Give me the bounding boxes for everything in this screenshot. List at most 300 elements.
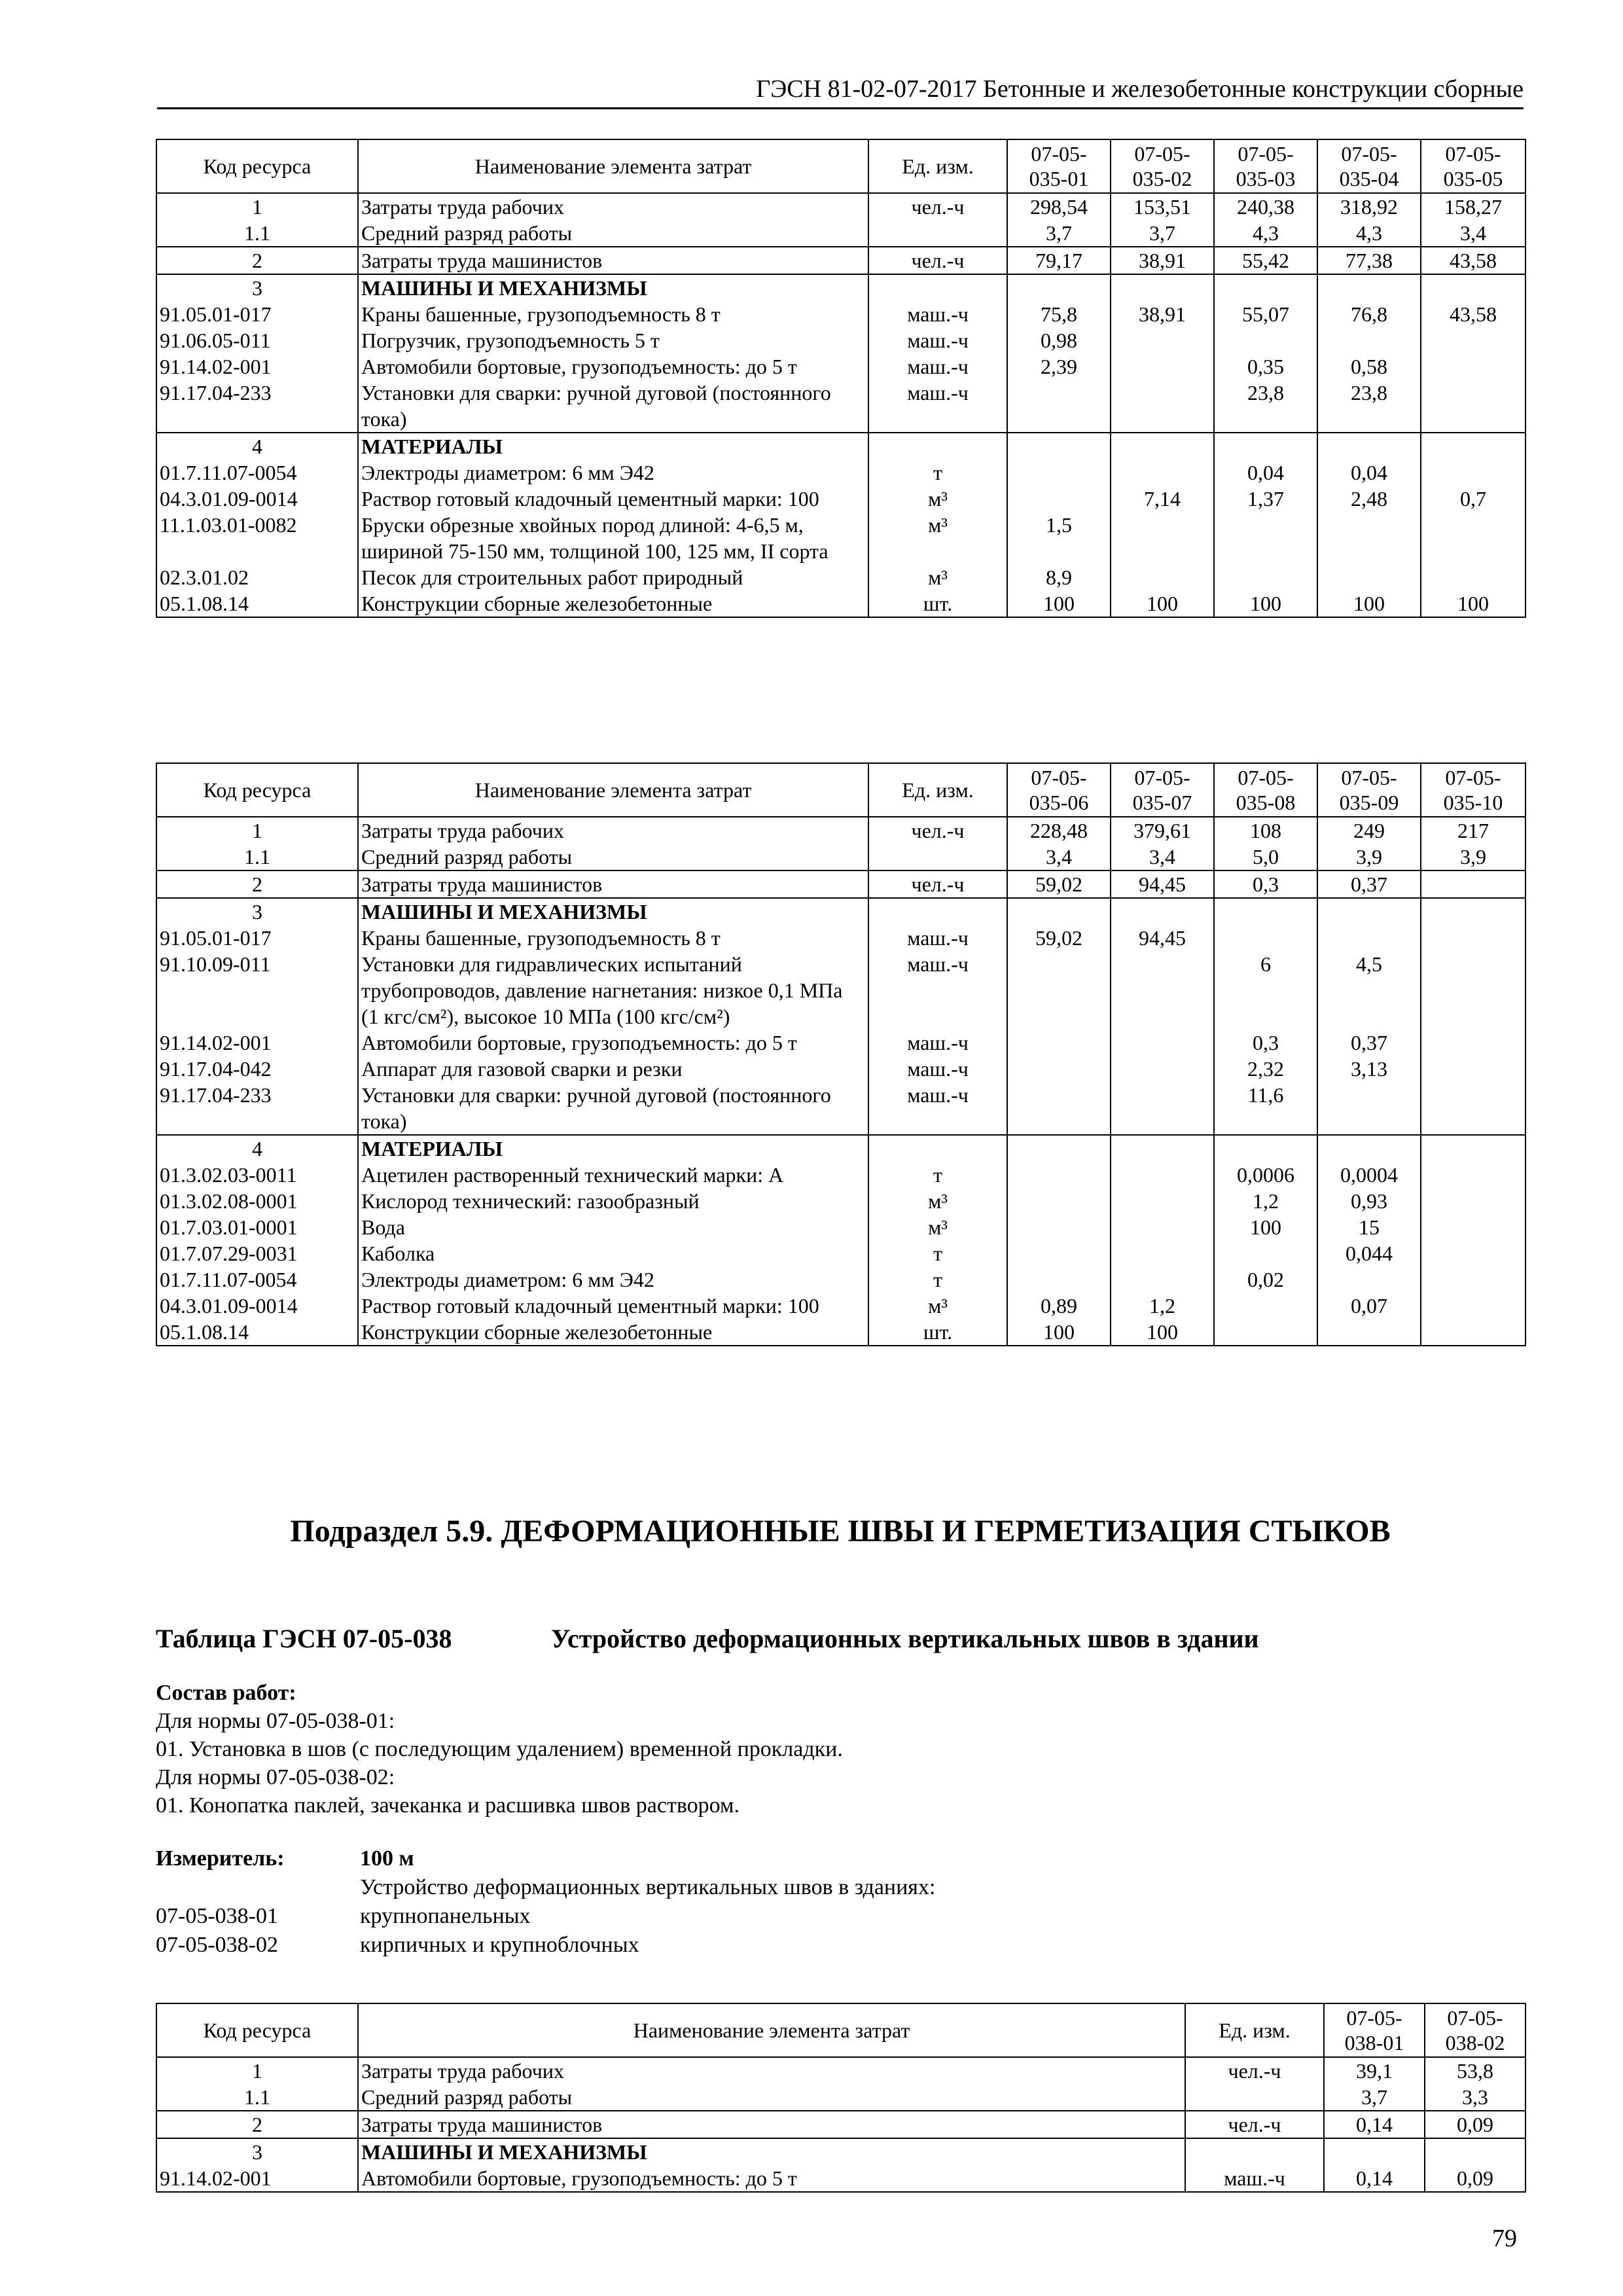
value-cell — [1111, 380, 1214, 433]
unit-cell: м³ — [868, 1293, 1007, 1319]
value-cell: 59,02 — [1007, 870, 1111, 898]
resource-code: 05.1.08.14 — [156, 1319, 358, 1346]
table-row — [156, 1266, 1525, 1293]
value-cell — [1007, 433, 1111, 459]
value-cell: 100 — [1007, 590, 1111, 617]
unit-cell: м³ — [868, 564, 1007, 590]
value-cell — [1111, 433, 1214, 459]
value-cell — [1111, 1056, 1214, 1082]
value-cell — [1007, 1030, 1111, 1056]
value-cell: 3,4 — [1007, 844, 1111, 870]
cost-element-name: Затраты труда машинистов — [358, 870, 868, 898]
value-cell — [1421, 1056, 1525, 1082]
unit-cell: шт. — [868, 1319, 1007, 1346]
value-cell: 240,38 — [1214, 193, 1317, 220]
value-cell — [1007, 380, 1111, 433]
value-cell — [1425, 2138, 1525, 2165]
cost-element-name: Погрузчик, грузоподъемность 5 т — [358, 327, 868, 353]
table-row — [156, 2084, 1525, 2111]
value-cell — [1007, 898, 1111, 925]
value-cell: 0,04 — [1317, 459, 1421, 486]
value-cell: 2,48 — [1317, 486, 1421, 512]
value-cell — [1421, 512, 1525, 564]
column-header: 07-05- 035-09 — [1317, 763, 1421, 817]
unit-cell: т — [868, 459, 1007, 486]
value-cell — [1317, 433, 1421, 459]
unit-cell: т — [868, 1266, 1007, 1293]
unit-cell: маш.-ч — [868, 301, 1007, 327]
table-row — [156, 1162, 1525, 1188]
cost-element-name: Краны башенные, грузоподъемность 8 т — [358, 925, 868, 951]
value-cell: 2,39 — [1007, 353, 1111, 380]
column-header: 07-05- 035-01 — [1007, 139, 1111, 193]
unit-cell: шт. — [868, 590, 1007, 617]
unit-cell: маш.-ч — [868, 951, 1007, 1030]
value-cell: 11,6 — [1214, 1082, 1317, 1135]
resource-code: 91.05.01-017 — [156, 925, 358, 951]
value-cell — [1007, 1240, 1111, 1266]
value-cell: 94,45 — [1111, 870, 1214, 898]
cost-element-name: Автомобили бортовые, грузоподъемность: до 5 т — [358, 2165, 1185, 2192]
resource-code: 91.14.02-001 — [156, 353, 358, 380]
value-cell: 379,61 — [1111, 817, 1214, 844]
value-cell: 3,4 — [1421, 220, 1525, 247]
value-cell: 77,38 — [1317, 247, 1421, 274]
value-cell — [1317, 925, 1421, 951]
value-cell: 3,3 — [1425, 2084, 1525, 2111]
table-title — [156, 1622, 1259, 1656]
value-cell — [1421, 1293, 1525, 1319]
value-cell — [1111, 1240, 1214, 1266]
value-cell — [1214, 1319, 1317, 1346]
cost-element-name: Электроды диаметром: 6 мм Э42 — [358, 459, 868, 486]
unit-cell — [868, 844, 1007, 870]
column-header: Наименование элемента затрат — [358, 763, 868, 817]
value-cell: 6 — [1214, 951, 1317, 1030]
table-row — [156, 459, 1525, 486]
works-line: Для нормы 07-05-038-01: — [156, 1709, 395, 1733]
resource-code: 91.17.04-233 — [156, 1082, 358, 1135]
value-cell: 3,7 — [1324, 2084, 1425, 2111]
value-cell — [1421, 870, 1525, 898]
value-cell — [1007, 1082, 1111, 1135]
unit-cell — [1185, 2084, 1324, 2111]
cost-element-name: Электроды диаметром: 6 мм Э42 — [358, 1266, 868, 1293]
unit-cell: т — [868, 1240, 1007, 1266]
value-cell: 249 — [1317, 817, 1421, 844]
value-cell — [1111, 898, 1214, 925]
value-cell: 3,7 — [1007, 220, 1111, 247]
measure-item-code: 07-05-038-01 — [156, 1904, 278, 1928]
value-cell — [1421, 925, 1525, 951]
table-row — [156, 1082, 1525, 1135]
value-cell: 5,0 — [1214, 844, 1317, 870]
value-cell: 53,8 — [1425, 2057, 1525, 2084]
works-line: 01. Конопатка паклей, зачеканка и расшивка швов раствором. — [156, 1793, 740, 1818]
cost-element-name: Раствор готовый кладочный цементный марки: 100 — [358, 486, 868, 512]
value-cell: 217 — [1421, 817, 1525, 844]
unit-cell: м³ — [868, 1188, 1007, 1214]
value-cell — [1317, 1266, 1421, 1293]
value-cell — [1421, 1240, 1525, 1266]
cost-element-name: Конструкции сборные железобетонные — [358, 1319, 868, 1346]
cost-element-name: Конструкции сборные железобетонные — [358, 590, 868, 617]
resource-code: 91.17.04-233 — [156, 380, 358, 433]
cost-element-name: Затраты труда рабочих — [358, 817, 868, 844]
value-cell: 0,7 — [1421, 486, 1525, 512]
unit-cell: маш.-ч — [868, 380, 1007, 433]
table-row — [156, 220, 1525, 247]
resource-code: 02.3.01.02 — [156, 564, 358, 590]
value-cell: 3,9 — [1421, 844, 1525, 870]
value-cell — [1111, 1030, 1214, 1056]
value-cell: 1,5 — [1007, 512, 1111, 564]
resource-code: 91.06.05-011 — [156, 327, 358, 353]
value-cell — [1007, 459, 1111, 486]
value-cell — [1317, 512, 1421, 564]
unit-cell — [868, 220, 1007, 247]
unit-cell: чел.-ч — [1185, 2057, 1324, 2084]
value-cell: 1,37 — [1214, 486, 1317, 512]
value-cell: 298,54 — [1007, 193, 1111, 220]
value-cell: 55,07 — [1214, 301, 1317, 327]
value-cell: 100 — [1317, 590, 1421, 617]
value-cell — [1007, 1188, 1111, 1214]
table-row — [156, 1135, 1525, 1162]
cost-element-name: Затраты труда рабочих — [358, 193, 868, 220]
table-row — [156, 380, 1525, 433]
value-cell: 75,8 — [1007, 301, 1111, 327]
measure-desc: Устройство деформационных вертикальных швов в зданиях: — [360, 1875, 936, 1899]
value-cell: 0,37 — [1317, 870, 1421, 898]
cost-element-name: Затраты труда машинистов — [358, 2111, 1185, 2138]
cost-element-name: Ацетилен растворенный технический марки: А — [358, 1162, 868, 1188]
cost-element-name: Затраты труда машинистов — [358, 247, 868, 274]
value-cell — [1111, 1266, 1214, 1293]
measure-item-text: крупнопанельных — [360, 1904, 531, 1928]
unit-cell: маш.-ч — [868, 1082, 1007, 1135]
resource-code: 1 — [156, 817, 358, 844]
value-cell — [1421, 1319, 1525, 1346]
column-header: Наименование элемента затрат — [358, 2003, 1185, 2057]
value-cell — [1421, 274, 1525, 301]
unit-cell: чел.-ч — [868, 247, 1007, 274]
value-cell — [1421, 327, 1525, 353]
measure-value: 100 м — [360, 1846, 414, 1871]
value-cell: 0,3 — [1214, 870, 1317, 898]
value-cell — [1421, 1266, 1525, 1293]
table-row — [156, 817, 1525, 844]
table-row — [156, 1319, 1525, 1346]
resource-code: 04.3.01.09-0014 — [156, 1293, 358, 1319]
value-cell: 228,48 — [1007, 817, 1111, 844]
value-cell — [1111, 1188, 1214, 1214]
cost-element-name: Краны башенные, грузоподъемность 8 т — [358, 301, 868, 327]
cost-element-name: Автомобили бортовые, грузоподъемность: до 5 т — [358, 1030, 868, 1056]
cost-element-name: МАТЕРИАЛЫ — [358, 1135, 868, 1162]
value-cell — [1214, 1293, 1317, 1319]
unit-cell: маш.-ч — [868, 1030, 1007, 1056]
resource-code: 01.7.07.29-0031 — [156, 1240, 358, 1266]
column-header: 07-05- 038-01 — [1324, 2003, 1425, 2057]
value-cell: 0,37 — [1317, 1030, 1421, 1056]
table-row — [156, 1056, 1525, 1082]
cost-element-name: Установки для сварки: ручной дуговой (постоянного тока) — [358, 380, 868, 433]
value-cell — [1421, 380, 1525, 433]
column-header: 07-05- 035-05 — [1421, 139, 1525, 193]
unit-cell: м³ — [868, 512, 1007, 564]
value-cell: 4,5 — [1317, 951, 1421, 1030]
value-cell — [1317, 327, 1421, 353]
value-cell — [1317, 1082, 1421, 1135]
resource-code: 1 — [156, 2057, 358, 2084]
value-cell — [1007, 486, 1111, 512]
table-row — [156, 564, 1525, 590]
table-row — [156, 1240, 1525, 1266]
value-cell: 0,04 — [1214, 459, 1317, 486]
resource-code: 1 — [156, 193, 358, 220]
value-cell: 100 — [1214, 1214, 1317, 1240]
value-cell: 38,91 — [1111, 247, 1214, 274]
value-cell: 0,09 — [1425, 2111, 1525, 2138]
cost-element-name: МАШИНЫ И МЕХАНИЗМЫ — [358, 2138, 1185, 2165]
value-cell: 8,9 — [1007, 564, 1111, 590]
cost-element-name: МАШИНЫ И МЕХАНИЗМЫ — [358, 274, 868, 301]
value-cell: 15 — [1317, 1214, 1421, 1240]
unit-cell: маш.-ч — [868, 327, 1007, 353]
resource-code: 91.14.02-001 — [156, 1030, 358, 1056]
value-cell — [1214, 327, 1317, 353]
resource-code: 4 — [156, 433, 358, 459]
value-cell: 59,02 — [1007, 925, 1111, 951]
subsection-title: Подраздел 5.9. ДЕФОРМАЦИОННЫЕ ШВЫ И ГЕРМЕТИЗАЦИЯ СТЫКОВ — [290, 1514, 1391, 1549]
unit-cell: т — [868, 1162, 1007, 1188]
column-header: 07-05- 035-02 — [1111, 139, 1214, 193]
resource-code: 91.14.02-001 — [156, 2165, 358, 2192]
value-cell: 55,42 — [1214, 247, 1317, 274]
resource-code: 4 — [156, 1135, 358, 1162]
value-cell — [1111, 353, 1214, 380]
value-cell — [1317, 1135, 1421, 1162]
value-cell: 100 — [1007, 1319, 1111, 1346]
resource-code: 1.1 — [156, 844, 358, 870]
value-cell — [1111, 1162, 1214, 1188]
cost-element-name: Средний разряд работы — [358, 2084, 1185, 2111]
value-cell — [1111, 1082, 1214, 1135]
value-cell: 100 — [1421, 590, 1525, 617]
table-row — [156, 898, 1525, 925]
value-cell: 0,0006 — [1214, 1162, 1317, 1188]
value-cell — [1214, 433, 1317, 459]
value-cell — [1421, 951, 1525, 1030]
value-cell: 0,35 — [1214, 353, 1317, 380]
running-header: ГЭСН 81-02-07-2017 Бетонные и железобетонные конструкции сборные — [157, 73, 1524, 109]
works-line: Для нормы 07-05-038-02: — [156, 1765, 395, 1789]
column-header: 07-05- 038-02 — [1425, 2003, 1525, 2057]
table-row — [156, 951, 1525, 1030]
cost-element-name: Средний разряд работы — [358, 844, 868, 870]
value-cell — [1421, 1135, 1525, 1162]
value-cell — [1111, 951, 1214, 1030]
column-header: 07-05- 035-06 — [1007, 763, 1111, 817]
works-title: Состав работ: — [156, 1681, 296, 1705]
resource-code: 01.7.11.07-0054 — [156, 1266, 358, 1293]
value-cell — [1317, 274, 1421, 301]
column-header: Код ресурса — [156, 763, 358, 817]
norm-table-035-01-05 — [156, 139, 1526, 618]
resource-code: 01.3.02.08-0001 — [156, 1188, 358, 1214]
value-cell: 0,14 — [1324, 2111, 1425, 2138]
table-row — [156, 512, 1525, 564]
unit-cell: маш.-ч — [868, 353, 1007, 380]
value-cell: 3,9 — [1317, 844, 1421, 870]
unit-cell: маш.-ч — [868, 925, 1007, 951]
unit-cell: чел.-ч — [868, 870, 1007, 898]
value-cell: 0,3 — [1214, 1030, 1317, 1056]
value-cell — [1007, 1214, 1111, 1240]
value-cell: 0,044 — [1317, 1240, 1421, 1266]
value-cell — [1111, 1214, 1214, 1240]
value-cell — [1214, 564, 1317, 590]
unit-cell: чел.-ч — [868, 817, 1007, 844]
value-cell: 108 — [1214, 817, 1317, 844]
value-cell: 0,98 — [1007, 327, 1111, 353]
column-header: Ед. изм. — [868, 763, 1007, 817]
value-cell: 43,58 — [1421, 301, 1525, 327]
value-cell: 153,51 — [1111, 193, 1214, 220]
value-cell: 0,09 — [1425, 2165, 1525, 2192]
column-header: 07-05- 035-08 — [1214, 763, 1317, 817]
table-row — [156, 274, 1525, 301]
unit-cell: маш.-ч — [1185, 2165, 1324, 2192]
resource-code: 91.10.09-011 — [156, 951, 358, 1030]
works-composition — [156, 1679, 843, 1820]
table-row — [156, 925, 1525, 951]
unit-cell: чел.-ч — [1185, 2111, 1324, 2138]
table-name: Устройство деформационных вертикальных швов в здании — [551, 1624, 1259, 1653]
resource-code: 01.3.02.03-0011 — [156, 1162, 358, 1188]
value-cell — [1007, 274, 1111, 301]
value-cell: 3,7 — [1111, 220, 1214, 247]
resource-code: 3 — [156, 274, 358, 301]
value-cell: 79,17 — [1007, 247, 1111, 274]
resource-code: 1.1 — [156, 2084, 358, 2111]
column-header: Ед. изм. — [1185, 2003, 1324, 2057]
cost-element-name: Установки для гидравлических испытаний трубопроводов, давление нагнетания: низкое 0,1 МПа (1 кгс/см²), высокое 10 МПа (100 кгс/см²) — [358, 951, 868, 1030]
value-cell — [1317, 564, 1421, 590]
cost-element-name: Бруски обрезные хвойных пород длиной: 4-6,5 м, шириной 75-150 мм, толщиной 100, 125 мм, II сорта — [358, 512, 868, 564]
resource-code: 2 — [156, 247, 358, 274]
value-cell: 39,1 — [1324, 2057, 1425, 2084]
value-cell — [1214, 925, 1317, 951]
value-cell — [1111, 459, 1214, 486]
resource-code: 2 — [156, 2111, 358, 2138]
table-row — [156, 193, 1525, 220]
norm-table-038 — [156, 2003, 1526, 2193]
value-cell — [1007, 1135, 1111, 1162]
table-row — [156, 247, 1525, 274]
value-cell — [1007, 1056, 1111, 1082]
unit-cell — [868, 898, 1007, 925]
column-header: Ед. изм. — [868, 139, 1007, 193]
column-header: 07-05- 035-04 — [1317, 139, 1421, 193]
unit-cell: м³ — [868, 486, 1007, 512]
value-cell: 94,45 — [1111, 925, 1214, 951]
unit-cell — [1185, 2138, 1324, 2165]
value-cell — [1421, 353, 1525, 380]
value-cell: 2,32 — [1214, 1056, 1317, 1082]
value-cell: 0,02 — [1214, 1266, 1317, 1293]
value-cell — [1111, 512, 1214, 564]
cost-element-name: Раствор готовый кладочный цементный марки: 100 — [358, 1293, 868, 1319]
table-row — [156, 590, 1525, 617]
cost-element-name: Автомобили бортовые, грузоподъемность: до 5 т — [358, 353, 868, 380]
value-cell — [1421, 1162, 1525, 1188]
table-row — [156, 327, 1525, 353]
value-cell — [1007, 1266, 1111, 1293]
cost-element-name: Кислород технический: газообразный — [358, 1188, 868, 1214]
value-cell — [1214, 1240, 1317, 1266]
column-header: Наименование элемента затрат — [358, 139, 868, 193]
value-cell: 3,4 — [1111, 844, 1214, 870]
cost-element-name: МАТЕРИАЛЫ — [358, 433, 868, 459]
column-header: 07-05- 035-03 — [1214, 139, 1317, 193]
unit-cell — [868, 274, 1007, 301]
value-cell: 43,58 — [1421, 247, 1525, 274]
resource-code: 2 — [156, 870, 358, 898]
table-row — [156, 433, 1525, 459]
value-cell: 100 — [1111, 1319, 1214, 1346]
value-cell: 0,07 — [1317, 1293, 1421, 1319]
value-cell — [1111, 1135, 1214, 1162]
value-cell: 0,93 — [1317, 1188, 1421, 1214]
resource-code: 91.17.04-042 — [156, 1056, 358, 1082]
cost-element-name: Песок для строительных работ природный — [358, 564, 868, 590]
value-cell — [1317, 1319, 1421, 1346]
value-cell: 23,8 — [1214, 380, 1317, 433]
table-row — [156, 2057, 1525, 2084]
value-cell — [1421, 1214, 1525, 1240]
column-header: Код ресурса — [156, 139, 358, 193]
value-cell — [1111, 564, 1214, 590]
unit-cell — [868, 1135, 1007, 1162]
table-id: Таблица ГЭСН 07-05-038 — [156, 1624, 452, 1653]
column-header: 07-05- 035-10 — [1421, 763, 1525, 817]
value-cell — [1421, 433, 1525, 459]
table-row — [156, 1293, 1525, 1319]
value-cell: 0,89 — [1007, 1293, 1111, 1319]
value-cell — [1421, 1188, 1525, 1214]
value-cell — [1214, 1135, 1317, 1162]
value-cell: 100 — [1214, 590, 1317, 617]
resource-code: 04.3.01.09-0014 — [156, 486, 358, 512]
page-number: 79 — [1492, 2225, 1517, 2252]
table-row — [156, 1030, 1525, 1056]
value-cell: 0,0004 — [1317, 1162, 1421, 1188]
value-cell — [1317, 898, 1421, 925]
value-cell — [1214, 898, 1317, 925]
value-cell — [1214, 274, 1317, 301]
value-cell: 0,58 — [1317, 353, 1421, 380]
column-header: Код ресурса — [156, 2003, 358, 2057]
unit-cell — [868, 433, 1007, 459]
cost-element-name: Затраты труда рабочих — [358, 2057, 1185, 2084]
resource-code: 91.05.01-017 — [156, 301, 358, 327]
value-cell — [1007, 951, 1111, 1030]
value-cell: 158,27 — [1421, 193, 1525, 220]
cost-element-name: Аппарат для газовой сварки и резки — [358, 1056, 868, 1082]
resource-code: 01.7.11.07-0054 — [156, 459, 358, 486]
